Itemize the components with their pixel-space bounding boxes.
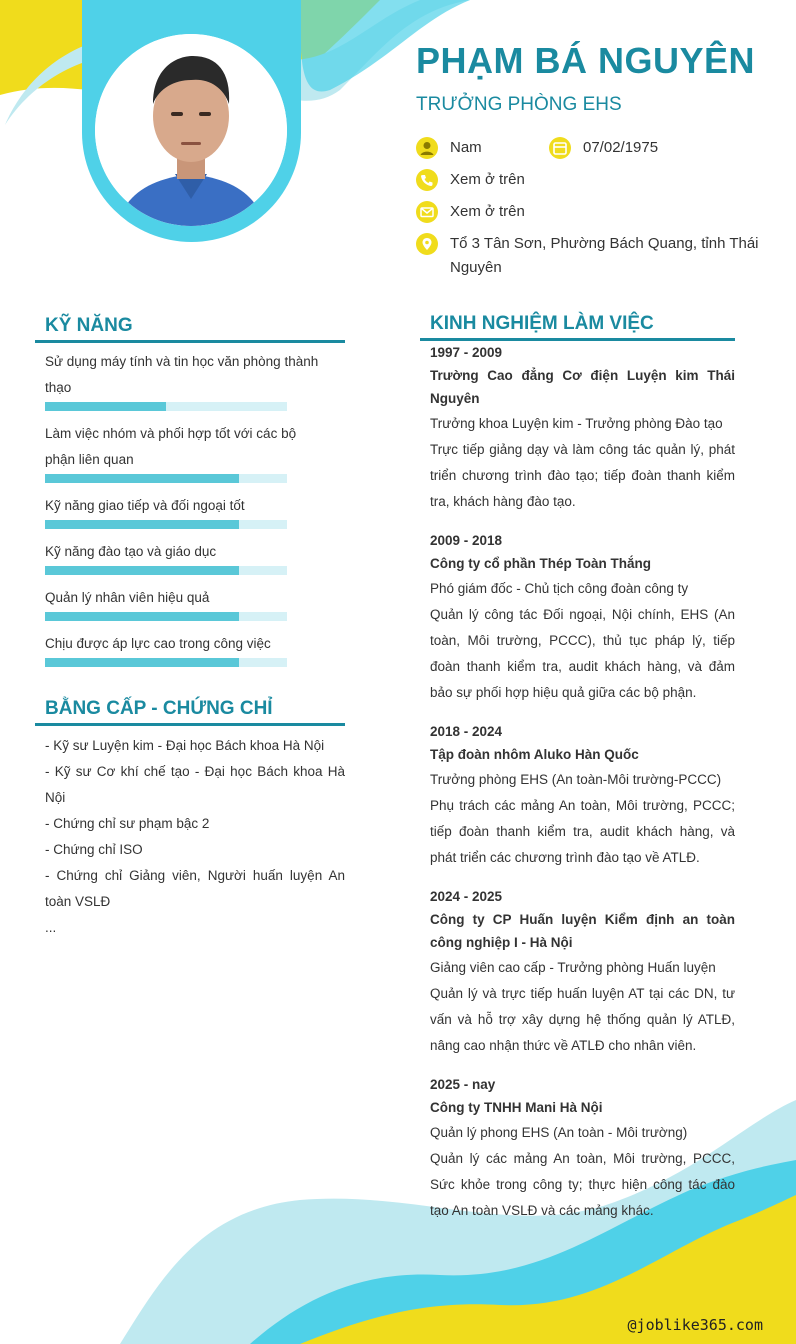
skill-level-fill [45,520,239,529]
skill-level-fill [45,474,239,483]
candidate-title: TRƯỞNG PHÒNG EHS [416,94,622,115]
phone-value: Xem ở trên [450,171,525,188]
skill-item [45,539,325,575]
skills-heading: KỸ NĂNG [45,315,133,336]
address-value: Tổ 3 Tân Sơn, Phường Bách Quang, tỉnh Thái Nguyên [450,235,759,276]
calendar-icon [549,137,571,159]
experience-divider [420,338,735,341]
skill-item [45,421,325,483]
certificates-heading: BẰNG CẤP - CHỨNG CHỈ [45,698,273,719]
experience-description: Quản lý các mảng An toàn, Môi trường, PCCC, Sức khỏe trong công ty; thực hiện công tác đào tạo An toàn VSLĐ và các mảng khác. [430,1151,735,1218]
experience-role: Trưởng phòng EHS (An toàn-Môi trường-PCCC) [430,772,722,787]
phone-icon [416,169,438,191]
experience-period: 2025 - nay [430,1077,496,1092]
experience-item [430,1074,735,1224]
gender-row [416,136,482,160]
candidate-name: PHẠM BÁ NGUYÊN [416,40,756,81]
email-value: Xem ở trên [450,203,525,220]
experience-heading: KINH NGHIỆM LÀM VIỆC [430,313,654,334]
skill-name: Sử dụng máy tính và tin học văn phòng thành thạo [45,354,319,395]
footer-watermark: @joblike365.com [627,1316,763,1334]
experience-period: 1997 - 2009 [430,345,503,360]
skill-name: Quản lý nhân viên hiệu quả [45,590,210,605]
skill-level-fill [45,402,166,411]
experience-company: Trường Cao đẳng Cơ điện Luyện kim Thái Nguyên [430,368,735,406]
experience-company: Công ty CP Huấn luyện Kiểm định an toàn công nghiệp I - Hà Nội [430,912,735,950]
phone-row [416,168,525,192]
experience-item [430,342,735,515]
skill-name: Làm việc nhóm và phối hợp tốt với các bộ phận liên quan [45,426,297,467]
certificate-item: - Kỹ sư Luyện kim - Đại học Bách khoa Hà Nội [45,738,325,753]
skill-level-fill [45,612,239,621]
skill-bar [45,658,287,667]
location-icon [416,233,438,255]
skill-item [45,585,325,621]
experience-company: Công ty TNHH Mani Hà Nội [430,1100,603,1115]
experience-description: Trực tiếp giảng dạy và làm công tác quản lý, phát triển chương trình đào tạo; tiếp đoàn thanh kiểm tra, khách hàng đào tạo. [430,442,735,509]
experience-role: Quản lý phong EHS (An toàn - Môi trường) [430,1125,688,1140]
skill-item [45,349,325,411]
skill-name: Kỹ năng đào tạo và giáo dục [45,544,217,559]
skills-divider [35,340,345,343]
experience-period: 2018 - 2024 [430,724,503,739]
skill-item [45,493,325,529]
experience-description: Phụ trách các mảng An toàn, Môi trường, PCCC; tiếp đoàn thanh kiểm tra, audit khách hàng, và phát triển các chương trình đào tạo về ATLĐ. [430,798,735,865]
skill-bar [45,520,287,529]
skill-level-fill [45,566,239,575]
experience-period: 2009 - 2018 [430,533,503,548]
skill-bar [45,566,287,575]
certificates-list [45,733,345,941]
experience-item [430,530,735,706]
certificate-item: - Chứng chỉ sư phạm bậc 2 [45,816,210,831]
email-row [416,200,525,224]
avatar [95,34,287,226]
skill-level-fill [45,658,239,667]
experience-description: Quản lý và trực tiếp huấn luyện AT tại các DN, tư vấn và hỗ trợ xây dựng hệ thống quản lý ATLĐ, nâng cao nhận thức về ATLĐ cho nhân viên. [430,986,735,1053]
birthdate-row [549,136,658,160]
experience-item [430,721,735,871]
birthdate-value: 07/02/1975 [583,139,659,156]
experience-period: 2024 - 2025 [430,889,503,904]
user-icon [416,137,438,159]
email-icon [416,201,438,223]
skill-name: Kỹ năng giao tiếp và đối ngoại tốt [45,498,245,513]
experience-item [430,886,735,1059]
certificates-divider [35,723,345,726]
certificate-item: - Kỹ sư Cơ khí chế tạo - Đại học Bách khoa Hà Nội [45,764,345,805]
skill-bar [45,474,287,483]
skill-item [45,631,325,667]
gender-value: Nam [450,139,482,156]
certificate-item: - Chứng chỉ Giảng viên, Người huấn luyện An toàn VSLĐ [45,868,345,909]
experience-role: Giảng viên cao cấp - Trưởng phòng Huấn luyện [430,960,716,975]
certificate-item: ... [45,920,57,935]
experience-company: Tập đoàn nhôm Aluko Hàn Quốc [430,747,639,762]
experience-company: Công ty cổ phần Thép Toàn Thắng [430,556,651,571]
experience-description: Quản lý công tác Đối ngoại, Nội chính, EHS (An toàn, Môi trường, PCCC), thủ tục pháp lý, tiếp đoàn thanh kiểm tra, audit khách hàng, và đảm bảo sự phối hợp hiệu quả giữa các bộ phận. [430,607,735,700]
skill-name: Chịu được áp lực cao trong công việc [45,636,271,651]
certificate-item: - Chứng chỉ ISO [45,842,143,857]
skill-bar [45,402,287,411]
experience-role: Phó giám đốc - Chủ tịch công đoàn công ty [430,581,689,596]
skill-bar [45,612,287,621]
address-row [416,232,776,280]
experience-role: Trưởng khoa Luyện kim - Trưởng phòng Đào tạo [430,416,723,431]
